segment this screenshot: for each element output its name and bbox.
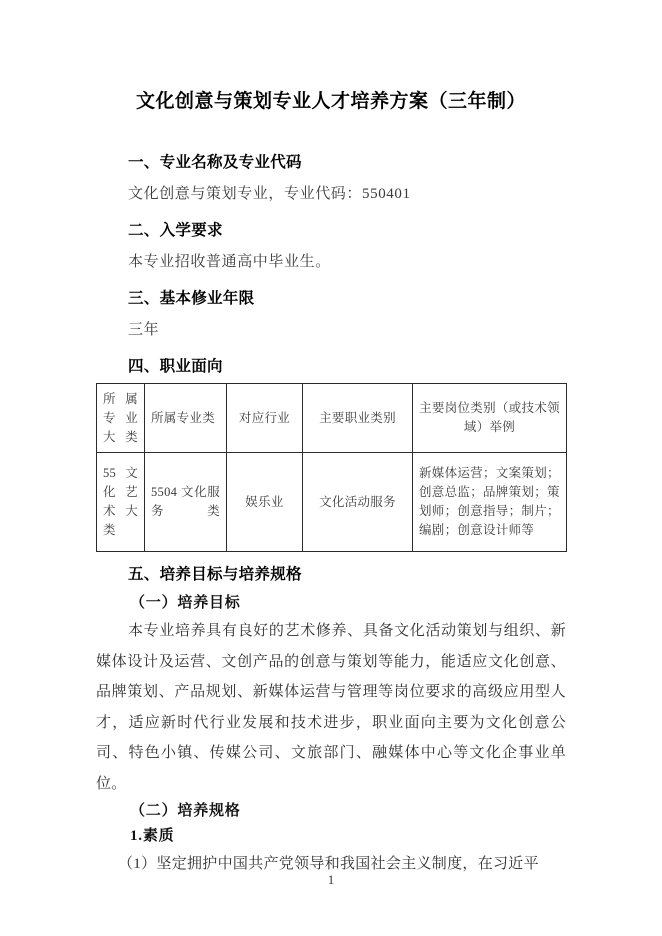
- subsection-heading-5-2: （二）培养规格: [130, 803, 241, 819]
- page-number: 1: [327, 873, 335, 887]
- section-heading-5: 五、培养目标与培养规格: [128, 565, 302, 583]
- subsection-item-5-2-1-1: （1）坚定拥护中国共产党领导和我国社会主义制度，在习近平: [118, 856, 539, 872]
- section-heading-1: 一、专业名称及专业代码: [128, 153, 302, 171]
- cell-occupation-category: 文化活动服务: [303, 453, 413, 552]
- section-text-2: 本专业招收普通高中毕业生。: [128, 254, 331, 270]
- table-row: [97, 453, 567, 552]
- cell-industry: 娱乐业: [227, 453, 303, 552]
- cell-specialty-category: 5504 文化服务类: [145, 453, 227, 552]
- page-title: 文化创意与策划专业人才培养方案（三年制）: [135, 90, 526, 112]
- section-heading-4: 四、职业面向: [128, 357, 223, 375]
- table-header-position-examples: 主要岗位类别（或技术领域）举例: [413, 384, 567, 453]
- section-text-3: 三年: [128, 322, 160, 338]
- table-header-occupation-category: 主要职业类别: [303, 384, 413, 453]
- occupation-orientation-table: [96, 383, 567, 552]
- subsection-heading-5-2-1: 1.素质: [130, 828, 175, 844]
- table-header-industry: 对应行业: [227, 384, 303, 453]
- cell-major-category: 55 文化艺术大类: [97, 453, 145, 552]
- document-body: [96, 150, 566, 880]
- table-header-row: [97, 384, 567, 453]
- section-text-1: 文化创意与策划专业，专业代码：550401: [128, 186, 411, 202]
- subsection-text-5-1: 本专业培养具有良好的艺术修养、具备文化活动策划与组织、新媒体设计及运营、文创产品的创意与策划等能力，能适应文化创意、品牌策划、产品规划、新媒体运营与管理等岗位要求的高级应用型人才，适应新时代行业发展和技术进步，职业面向主要为文化创意公司、特色小镇、传媒公司、文旅部门、融媒体中心等文化企事业单位。: [96, 623, 566, 792]
- section-heading-2: 二、入学要求: [128, 221, 223, 239]
- cell-position-examples: 新媒体运营；文案策划；创意总监；品牌策划；策划师；创意指导；制片；编剧；创意设计师等: [413, 453, 567, 552]
- table-header-major-category: 所属专业大类: [97, 384, 145, 453]
- section-heading-3: 三、基本修业年限: [128, 289, 255, 307]
- subsection-heading-5-1: （一）培养目标: [130, 595, 241, 611]
- table-header-specialty-category: 所属专业类: [145, 384, 227, 453]
